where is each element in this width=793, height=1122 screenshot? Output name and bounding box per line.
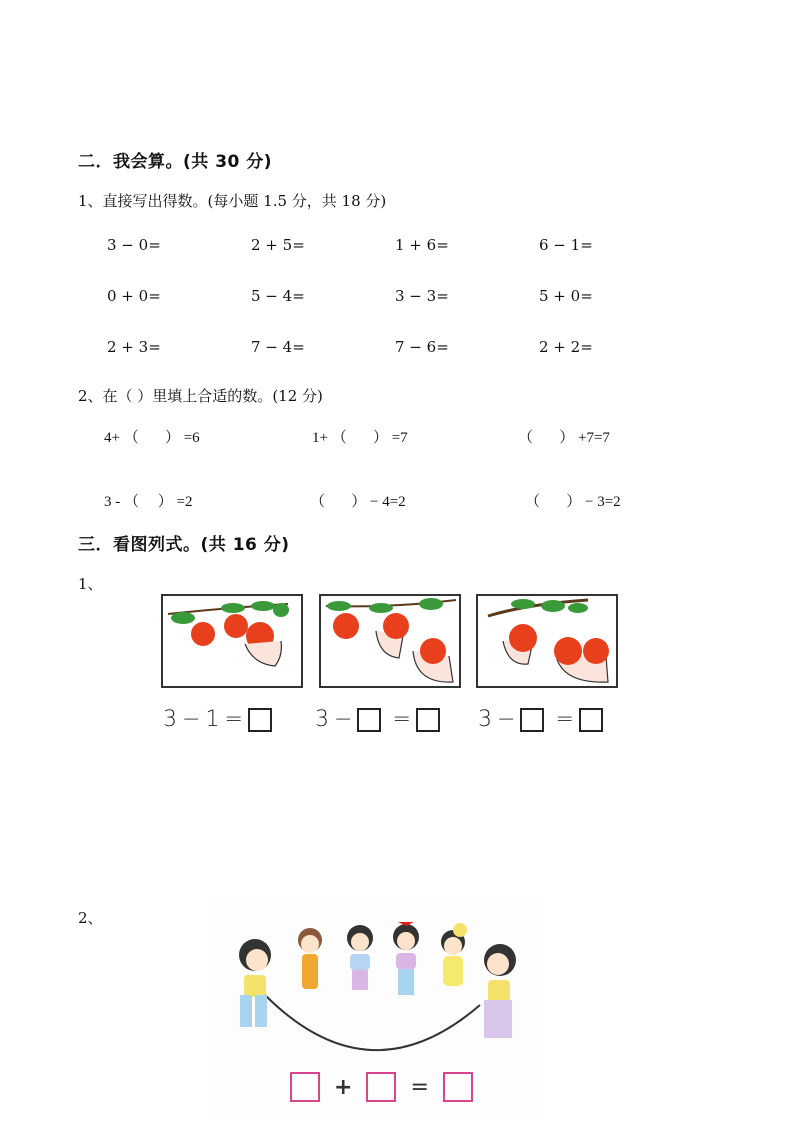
apple-picture-2 xyxy=(319,594,461,688)
answer-box[interactable] xyxy=(248,708,272,732)
question-2-label: 2、在（ ）里填上合适的数。(12 分) xyxy=(78,387,323,405)
question-1-label: 1、 xyxy=(78,575,103,593)
equals: = xyxy=(555,707,574,732)
equation: 3 − 0= xyxy=(107,236,161,254)
answer-box[interactable] xyxy=(290,1072,320,1102)
equation: 1 + 6= xyxy=(395,236,449,254)
jump-rope-formula xyxy=(290,1072,473,1102)
operand: 3 xyxy=(163,707,177,732)
equals-sign: = xyxy=(410,1074,429,1100)
apple-picture-3 xyxy=(476,594,618,688)
apples-branch-icon xyxy=(163,596,301,686)
operand: 3 xyxy=(478,707,492,732)
equation: 3 − 3= xyxy=(395,287,449,305)
equation: 0 + 0= xyxy=(107,287,161,305)
answer-box[interactable] xyxy=(357,708,381,732)
question-2-label: 2、 xyxy=(78,909,103,927)
jump-rope-picture xyxy=(210,900,540,1115)
apple-picture-1 xyxy=(161,594,303,688)
apples-branch-icon xyxy=(321,596,459,686)
section-2-title: 二．我会算。(共 30 分) xyxy=(78,152,273,172)
fill-equation: 3 - （ ） =2 xyxy=(104,494,193,510)
fill-equation: （ ） − 4=2 xyxy=(310,494,406,510)
equation: 6 − 1= xyxy=(539,236,593,254)
equation: 7 − 4= xyxy=(251,338,305,356)
fill-equation: 1+ （ ） =7 xyxy=(312,430,408,446)
operand: 1 xyxy=(205,707,220,732)
equation: 2 + 5= xyxy=(251,236,305,254)
fill-equation: 4+ （ ） =6 xyxy=(104,430,200,446)
answer-box[interactable] xyxy=(416,708,440,732)
formula-2 xyxy=(315,707,440,732)
equation: 5 − 4= xyxy=(251,287,305,305)
apples-branch-icon xyxy=(478,596,616,686)
equals: = xyxy=(224,707,243,732)
fill-equation: （ ） − 3=2 xyxy=(525,494,621,510)
formula-3 xyxy=(478,707,603,732)
answer-box[interactable] xyxy=(579,708,603,732)
answer-box[interactable] xyxy=(520,708,544,732)
equals: = xyxy=(392,707,411,732)
section-3-title: 三．看图列式。(共 16 分) xyxy=(78,535,290,555)
question-1-label: 1、直接写出得数。(每小题 1.5 分，共 18 分) xyxy=(78,192,387,210)
operand: 3 xyxy=(315,707,329,732)
equation: 5 + 0= xyxy=(539,287,593,305)
children-jumping-rope-icon xyxy=(210,900,540,1060)
equation: 7 − 6= xyxy=(395,338,449,356)
operator: − xyxy=(334,707,353,732)
answer-box[interactable] xyxy=(443,1072,473,1102)
operator: − xyxy=(497,707,516,732)
plus-sign: + xyxy=(334,1074,353,1100)
equation: 2 + 2= xyxy=(539,338,593,356)
answer-box[interactable] xyxy=(366,1072,396,1102)
formula-1 xyxy=(163,707,272,732)
fill-equation: （ ） +7=7 xyxy=(518,430,610,446)
operator: − xyxy=(182,707,201,732)
equation: 2 + 3= xyxy=(107,338,161,356)
